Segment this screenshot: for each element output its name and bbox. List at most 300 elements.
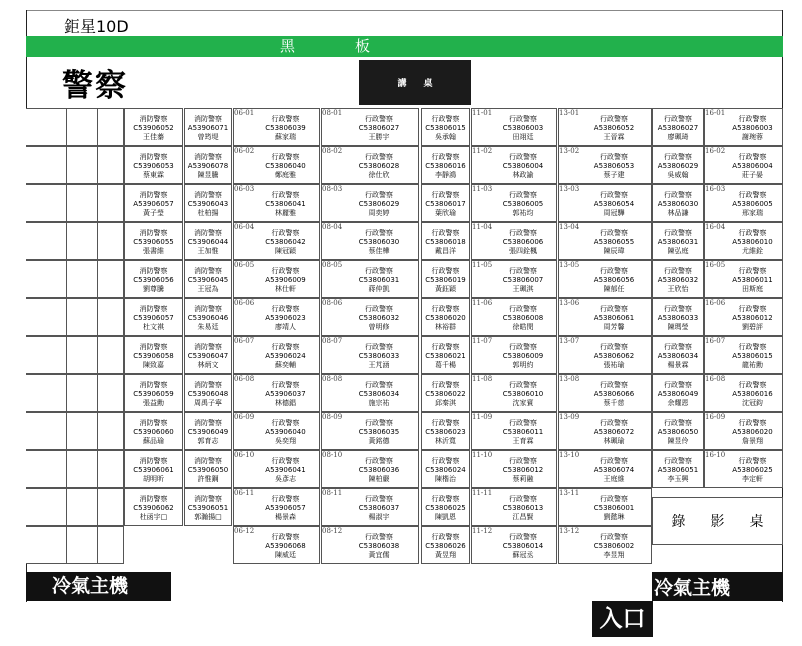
seat-id: C53806010	[502, 390, 544, 398]
seat-id: A53806005	[732, 200, 773, 208]
seat-type: 行政警察	[509, 533, 537, 541]
seat-type: 消防警察	[139, 115, 168, 123]
seat-card[interactable]	[652, 450, 704, 488]
seat-name: 杜函宇□	[139, 513, 168, 521]
seat-type: 行政警察	[664, 229, 692, 237]
seat-id: C53906049	[187, 428, 229, 436]
seat-type: 行政警察	[600, 419, 628, 427]
row-label: 13-07	[559, 337, 580, 345]
row-label: 13-09	[559, 413, 580, 421]
row-label: 08-02	[322, 147, 343, 155]
seat-name: 曾筠堤	[197, 133, 219, 141]
seat-type: 消防警察	[139, 305, 168, 313]
row-label: 13-08	[559, 375, 580, 383]
seat-id: A53906041	[265, 466, 306, 474]
seat-id: C53906050	[187, 466, 229, 474]
seat-type: 行政警察	[738, 457, 767, 465]
seat-card[interactable]	[421, 374, 470, 412]
seat-name: 郭瀚揚□	[194, 513, 222, 521]
seat-type: 行政警察	[271, 457, 300, 465]
seat-name: 林裕群	[435, 323, 456, 331]
seat-id: C53806003	[502, 124, 544, 132]
seat-type: 行政警察	[271, 343, 300, 351]
seat-card[interactable]	[652, 260, 704, 298]
empty-seat[interactable]	[26, 374, 124, 412]
seat-card[interactable]	[124, 336, 183, 374]
seat-id: C53806018	[425, 238, 466, 246]
seat-card[interactable]	[124, 184, 183, 222]
seat-name: 吳承翰	[435, 133, 456, 141]
seat-type: 行政警察	[271, 267, 300, 275]
seat-card[interactable]	[124, 374, 183, 412]
seat-name: 蔣仲凱	[368, 285, 390, 293]
seat-type: 行政警察	[738, 267, 767, 275]
seat-type: 行政警察	[664, 419, 692, 427]
seat-name: 林炳文	[197, 361, 219, 369]
seat-name: 楊淑宇	[368, 513, 390, 521]
seat-card[interactable]	[124, 146, 183, 184]
seat-id: C53806017	[425, 200, 466, 208]
empty-seat[interactable]	[26, 260, 124, 298]
empty-seat[interactable]	[26, 450, 124, 488]
room-title: 鉅星10D	[64, 17, 129, 36]
seat-name: 許惟鋼	[197, 475, 219, 483]
seat-card[interactable]	[652, 374, 704, 412]
seat-name: 施宗祐	[368, 399, 390, 407]
seat-type: 行政警察	[365, 115, 393, 123]
seat-type: 消防警察	[194, 343, 222, 351]
seat-card[interactable]	[421, 108, 470, 146]
seat-name: 陳楷治	[435, 475, 456, 483]
seat-id: C53906055	[133, 238, 174, 246]
seat-name: 陳瑪瑩	[667, 323, 689, 331]
row-label: 08-09	[322, 413, 343, 421]
empty-seat[interactable]	[26, 298, 124, 336]
seat-type: 行政警察	[664, 305, 692, 313]
row-label: 11-06	[472, 299, 493, 307]
seat-type: 行政警察	[271, 305, 300, 313]
seat-type: 行政警察	[664, 191, 692, 199]
seat-id: C53906044	[187, 238, 229, 246]
seat-id: C53806016	[425, 162, 466, 170]
seat-name: 劉碧評	[742, 323, 763, 331]
seat-name: 陳柏嚴	[368, 475, 390, 483]
seat-name: 張益勳	[143, 399, 164, 407]
seat-card[interactable]	[184, 488, 232, 526]
seat-name: 杜柏揚	[197, 209, 219, 217]
seat-card[interactable]	[184, 146, 232, 184]
row-label: 08-04	[322, 223, 343, 231]
seat-type: 行政警察	[431, 153, 460, 161]
seat-type: 行政警察	[509, 381, 537, 389]
seat-type: 行政警察	[271, 419, 300, 427]
seat-type: 行政警察	[431, 191, 460, 199]
empty-seat[interactable]	[26, 412, 124, 450]
seat-card[interactable]	[421, 412, 470, 450]
row-label: 16-05	[705, 261, 726, 269]
row-label: 11-11	[472, 489, 493, 497]
seat-card[interactable]	[184, 184, 232, 222]
seat-type: 消防警察	[194, 153, 222, 161]
seat-id: A53906071	[187, 124, 229, 132]
seat-id: A53906023	[265, 314, 306, 322]
seat-type: 消防警察	[139, 229, 168, 237]
seat-name: 余耀恩	[667, 399, 689, 407]
row-label: 06-06	[234, 299, 255, 307]
seat-type: 消防警察	[139, 495, 168, 503]
seat-type: 行政警察	[271, 381, 300, 389]
seat-type: 消防警察	[194, 495, 222, 503]
seat-card[interactable]	[184, 450, 232, 488]
seat-type: 消防警察	[139, 191, 168, 199]
seat-name: 楊景霖	[667, 361, 689, 369]
seat-card[interactable]	[124, 222, 183, 260]
seat-id: A53806052	[593, 124, 635, 132]
seat-name: 王冠為	[197, 285, 219, 293]
seat-id: C53806042	[265, 238, 306, 246]
seat-name: 郭育志	[197, 437, 219, 445]
seat-id: A53806029	[657, 162, 699, 170]
seat-card[interactable]	[421, 488, 470, 526]
empty-seat[interactable]	[26, 222, 124, 260]
seat-type: 消防警察	[194, 267, 222, 275]
seat-type: 行政警察	[738, 191, 767, 199]
seat-name: 楊景森	[275, 513, 296, 521]
seat-type: 行政警察	[431, 457, 460, 465]
seat-id: A53806033	[657, 314, 699, 322]
seat-name: 吳威翰	[667, 171, 689, 179]
row-label: 08-01	[322, 109, 343, 117]
seat-id: A53806051	[657, 466, 699, 474]
seat-name: 陳冠穎	[275, 247, 296, 255]
seat-id: A53806055	[593, 238, 635, 246]
seat-type: 行政警察	[600, 495, 628, 503]
empty-seat[interactable]	[26, 526, 124, 564]
seat-card[interactable]	[184, 108, 232, 146]
seat-type: 行政警察	[365, 495, 393, 503]
seat-card[interactable]	[184, 412, 232, 450]
row-label: 06-11	[234, 489, 255, 497]
column-divider	[66, 108, 67, 564]
empty-seat[interactable]	[26, 108, 124, 146]
seat-name: 胡明昕	[143, 475, 164, 483]
seat-card[interactable]	[184, 260, 232, 298]
seat-type: 行政警察	[738, 419, 767, 427]
row-label: 11-09	[472, 413, 493, 421]
seat-id: C53806033	[358, 352, 400, 360]
seat-card[interactable]	[652, 184, 704, 222]
seat-name: 蔡莉融	[512, 475, 534, 483]
seat-name: 蘇家瑞	[275, 133, 296, 141]
seat-name: 周冠驊	[603, 209, 625, 217]
seat-type: 行政警察	[600, 457, 628, 465]
seat-type: 行政警察	[271, 495, 300, 503]
seat-card[interactable]	[124, 298, 183, 336]
column-divider	[97, 108, 98, 564]
row-label: 08-07	[322, 337, 343, 345]
row-label: 13-03	[559, 185, 580, 193]
row-label: 11-07	[472, 337, 493, 345]
seat-name: 曾明修	[368, 323, 390, 331]
seat-id: C53906062	[133, 504, 174, 512]
seat-name: 黃昱翔	[435, 551, 456, 559]
seat-id: C53906061	[133, 466, 174, 474]
seat-id: A53806012	[732, 314, 773, 322]
seat-type: 行政警察	[365, 343, 393, 351]
seat-name: 田翊廷	[512, 133, 534, 141]
seat-id: C53806040	[265, 162, 306, 170]
seat-name: 戴昌洋	[435, 247, 456, 255]
seat-name: 邢家瑞	[742, 209, 763, 217]
row-label: 11-01	[472, 109, 493, 117]
seat-card[interactable]	[652, 336, 704, 374]
blackboard-label-left: 黑	[280, 37, 296, 55]
row-label: 16-08	[705, 375, 726, 383]
row-label: 16-10	[705, 451, 726, 459]
seat-type: 行政警察	[600, 305, 628, 313]
seat-type: 行政警察	[738, 381, 767, 389]
seat-id: A53806016	[732, 390, 773, 398]
seat-id: C53806027	[358, 124, 400, 132]
seat-card[interactable]	[652, 412, 704, 450]
seat-id: C53906056	[133, 276, 174, 284]
seat-card[interactable]	[124, 412, 183, 450]
seat-name: 周芳馨	[603, 323, 625, 331]
seat-name: 李昱翔	[603, 551, 625, 559]
seat-name: 林德錩	[275, 399, 296, 407]
seat-name: 周奕婷	[368, 209, 390, 217]
blackboard-label-right: 板	[355, 37, 371, 55]
seat-id: C53906057	[133, 314, 174, 322]
seat-name: 黃鈺穎	[435, 285, 456, 293]
seat-name: 蘇冠丞	[512, 551, 534, 559]
seat-id: A53906078	[187, 162, 229, 170]
seat-type: 消防警察	[139, 419, 168, 427]
seat-type: 行政警察	[664, 457, 692, 465]
seat-name: 朱易廷	[197, 323, 219, 331]
seat-id: A53806061	[593, 314, 635, 322]
seat-id: C53806013	[502, 504, 544, 512]
seat-id: C53906051	[187, 504, 229, 512]
seat-name: 林政諭	[512, 171, 534, 179]
seat-card[interactable]	[184, 374, 232, 412]
row-label: 11-10	[472, 451, 493, 459]
seat-card[interactable]	[184, 222, 232, 260]
row-label: 08-05	[322, 261, 343, 269]
seat-name: 蔡千慈	[603, 399, 625, 407]
seat-type: 行政警察	[431, 495, 460, 503]
seat-card[interactable]	[652, 298, 704, 336]
seat-id: C53806012	[502, 466, 544, 474]
seat-type: 行政警察	[738, 229, 767, 237]
seat-card[interactable]	[652, 146, 704, 184]
seat-id: C53806037	[358, 504, 400, 512]
seat-id: C53906045	[187, 276, 229, 284]
row-label: 11-03	[472, 185, 493, 193]
seat-id: A53806062	[593, 352, 635, 360]
seat-type: 行政警察	[271, 533, 300, 541]
row-label: 11-12	[472, 527, 493, 535]
seat-card[interactable]	[421, 146, 470, 184]
seat-type: 行政警察	[365, 191, 393, 199]
seat-card[interactable]	[124, 260, 183, 298]
empty-seat[interactable]	[26, 184, 124, 222]
seat-card[interactable]	[652, 108, 704, 146]
seat-type: 行政警察	[431, 381, 460, 389]
seat-type: 行政警察	[431, 267, 460, 275]
seat-type: 行政警察	[365, 153, 393, 161]
row-label: 13-12	[559, 527, 580, 535]
seat-id: C53806023	[425, 428, 466, 436]
empty-seat[interactable]	[26, 488, 124, 526]
seat-type: 行政警察	[431, 229, 460, 237]
seat-id: C53806020	[425, 314, 466, 322]
seat-type: 行政警察	[509, 305, 537, 313]
seat-id: C53906048	[187, 390, 229, 398]
seat-card[interactable]	[421, 450, 470, 488]
seat-type: 行政警察	[664, 381, 692, 389]
row-label: 11-08	[472, 375, 493, 383]
seat-name: 鄭庭雅	[275, 171, 296, 179]
ac-unit-right: 冷氣主機	[652, 572, 783, 601]
ac-unit-left: 冷氣主機	[26, 572, 171, 601]
row-label: 13-10	[559, 451, 580, 459]
seat-type: 行政警察	[271, 153, 300, 161]
seat-name: 王育霖	[512, 437, 534, 445]
seat-name: 林品謙	[667, 209, 689, 217]
seat-type: 行政警察	[509, 343, 537, 351]
row-label: 16-09	[705, 413, 726, 421]
seat-type: 行政警察	[271, 115, 300, 123]
seat-name: 林麗雅	[275, 209, 296, 217]
seat-type: 行政警察	[431, 305, 460, 313]
row-label: 06-12	[234, 527, 255, 535]
seat-id: A53806050	[657, 428, 699, 436]
seat-id: C53806022	[425, 390, 466, 398]
seat-name: 黃銘德	[368, 437, 390, 445]
seat-name: 廖靖人	[275, 323, 296, 331]
seat-card[interactable]	[184, 298, 232, 336]
seat-name: 江昌賢	[512, 513, 534, 521]
seat-type: 行政警察	[600, 381, 628, 389]
seat-card[interactable]	[184, 336, 232, 374]
seat-id: C53806005	[502, 200, 544, 208]
seat-name: 蔡佳樺	[368, 247, 390, 255]
seat-name: 王芃涵	[368, 361, 390, 369]
seat-id: C53806029	[358, 200, 400, 208]
seat-id: A53906068	[265, 542, 306, 550]
seat-card[interactable]	[652, 222, 704, 260]
row-label: 06-07	[234, 337, 255, 345]
seat-name: 蘇品瑜	[143, 437, 164, 445]
seat-card[interactable]	[421, 526, 470, 564]
seat-type: 行政警察	[431, 343, 460, 351]
seat-card[interactable]	[421, 298, 470, 336]
seat-name: 黃子瑩	[143, 209, 164, 217]
seat-name: 張書維	[143, 247, 164, 255]
row-label: 13-01	[559, 109, 580, 117]
seat-card[interactable]	[124, 108, 183, 146]
seat-id: A53806053	[593, 162, 635, 170]
seat-id: C53806007	[502, 276, 544, 284]
seat-name: 王佳蓁	[143, 133, 164, 141]
seat-id: A53906024	[265, 352, 306, 360]
seat-id: C53806002	[593, 542, 635, 550]
seat-id: C53806024	[425, 466, 466, 474]
seat-name: 蔡東霖	[143, 171, 164, 179]
empty-seat[interactable]	[26, 146, 124, 184]
seat-name: 張祐瑜	[603, 361, 625, 369]
seat-id: C53906047	[187, 352, 229, 360]
row-label: 08-06	[322, 299, 343, 307]
seat-name: 林珮瑜	[603, 437, 625, 445]
row-label: 16-02	[705, 147, 726, 155]
seat-id: A53806056	[593, 276, 635, 284]
seat-id: C53806009	[502, 352, 544, 360]
seat-id: C53906060	[133, 428, 174, 436]
seat-name: 吳彥志	[275, 475, 296, 483]
row-label: 08-11	[322, 489, 343, 497]
seat-id: A53906009	[265, 276, 306, 284]
seat-type: 行政警察	[738, 343, 767, 351]
seat-id: C53806001	[593, 504, 635, 512]
seat-type: 消防警察	[194, 115, 222, 123]
seat-id: A53806030	[657, 200, 699, 208]
seat-name: 陳郁任	[603, 285, 625, 293]
seat-card[interactable]	[124, 488, 183, 526]
seat-id: A53806003	[732, 124, 773, 132]
seat-type: 消防警察	[139, 343, 168, 351]
seat-type: 行政警察	[509, 191, 537, 199]
seat-type: 消防警察	[139, 267, 168, 275]
row-label: 06-08	[234, 375, 255, 383]
seat-id: C53806031	[358, 276, 400, 284]
empty-seat[interactable]	[26, 336, 124, 374]
seat-id: A53806031	[657, 238, 699, 246]
seat-card[interactable]	[421, 184, 470, 222]
seat-id: C53806028	[358, 162, 400, 170]
seat-card[interactable]	[421, 222, 470, 260]
row-label: 06-02	[234, 147, 255, 155]
seat-type: 行政警察	[365, 419, 393, 427]
row-label: 08-03	[322, 185, 343, 193]
seat-name: 李定軒	[742, 475, 763, 483]
seat-id: A53806072	[593, 428, 635, 436]
seat-id: A53806074	[593, 466, 635, 474]
seat-name: 李靜鴻	[435, 171, 456, 179]
blackboard-bar	[26, 36, 783, 57]
row-label: 06-03	[234, 185, 255, 193]
row-label: 13-05	[559, 261, 580, 269]
seat-name: 黃宜儒	[368, 551, 390, 559]
seat-type: 消防警察	[194, 305, 222, 313]
seat-card[interactable]	[421, 336, 470, 374]
seat-name: 蔡子建	[603, 171, 625, 179]
seat-id: C53906058	[133, 352, 174, 360]
seat-name: 謝琬蓉	[742, 133, 763, 141]
row-label: 06-05	[234, 261, 255, 269]
seat-id: C53906053	[133, 162, 174, 170]
seat-id: C53806026	[425, 542, 466, 550]
seat-id: C53806021	[425, 352, 466, 360]
seat-card[interactable]	[421, 260, 470, 298]
seat-id: A53806025	[732, 466, 773, 474]
seat-card[interactable]	[124, 450, 183, 488]
seat-name: 陳弘庭	[667, 247, 689, 255]
seat-name: 劉尊騰	[143, 285, 164, 293]
seat-name: 張四銓楓	[509, 247, 537, 255]
seat-type: 行政警察	[509, 115, 537, 123]
